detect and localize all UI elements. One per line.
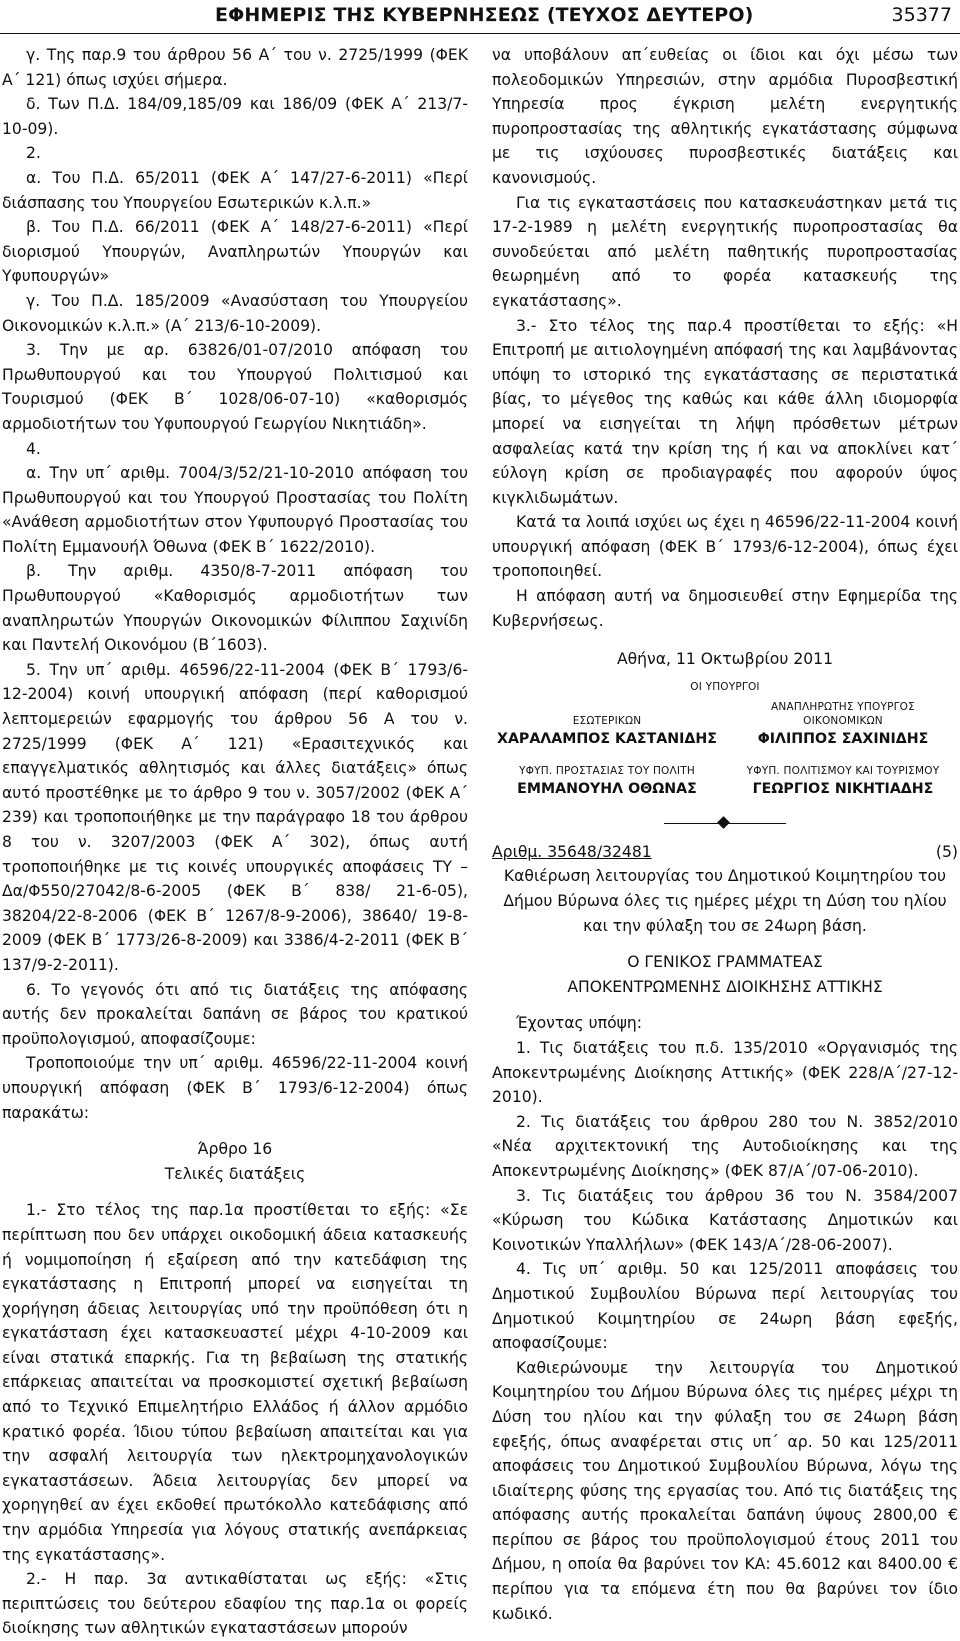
page-number: 35377 [891, 4, 952, 26]
left-column [2, 43, 468, 1641]
signatory [492, 700, 722, 750]
authority-title: ΑΠΟΚΕΝΤΡΩΜΕΝΗΣ ΔΙΟΙΚΗΣΗΣ ΑΤΤΙΚΗΣ [567, 977, 883, 996]
right-column [492, 43, 958, 1626]
paragraph: να υποβάλουν απ΄ευθείας οι ίδιοι και όχι μέσω των πολεοδομικών Υπηρεσιών, στην αρμόδια Πυροσβεστική Υπηρεσία προς έγκριση μελέτη ενεργητικής πυροπροστασίας της αθλητικής εγκατάστασης σύμφωνα με τις ισχύουσες πυροσβεστικές διατάξεις και κανονισμούς. [492, 46, 958, 187]
paragraph: 4. [26, 439, 41, 458]
signatory-role: ΟΙΚΟΝΟΜΙΚΩΝ [803, 714, 883, 727]
paragraph: 2.- Η παρ. 3α αντικαθίσταται ως εξής: «Στις περιπτώσεις του δεύτερου εδαφίου της παρ.1α οι φορείς διοίκησης των αθλητικών εγκαταστάσεων μπορούν [2, 1570, 468, 1638]
paragraph: 6. Το γεγονός ότι από τις διατάξεις της απόφασης αυτής δεν προκαλείται δαπάνη σε βάρος του κρατικού προϋπολογισμού, αποφασίζουμε: [2, 980, 468, 1048]
paragraph: Κατά τα λοιπά ισχύει ως έχει η 46596/22-11-2004 κοινή υπουργική απόφαση (ΦΕΚ Β΄ 1793/6-12-2004), όπως έχει τροποποιηθεί. [492, 513, 958, 581]
page-header [0, 0, 960, 40]
paragraph: 3. Την με αρ. 63826/01-07/2010 απόφαση του Πρωθυπουργού και του Υπουργού Πολιτισμού και Τουρισμού (ΦΕΚ Β΄ 1028/06-07-10) «καθορισμός αρμοδιοτήτων του Υφυπουργού Γεωργίου Νικητιάδη». [2, 341, 468, 433]
paragraph: 3.- Στο τέλος της παρ.4 προστίθεται το εξής: «Η Επιτροπή με αιτιολογημένη απόφασή της και λαμβάνοντας υπόψη το ιστορικό της εγκατάστασης σε περιστατικά βίας, το μέγεθος της καθώς και κάθε άλλη ιδιομορφία μπορεί να εισηγείται τη λήψη πρόσθετων μέτρων ασφαλείας κατά την κρίση της ή και να αποκλίνει κατ΄ εύλογη κρίση σε προδιαγραφές που αφορούν ύψος κιγκλιδωμάτων. [492, 316, 958, 507]
signature-block [492, 700, 958, 800]
article-title: Άρθρο 16 [197, 1140, 273, 1159]
article-subtitle: Τελικές διατάξεις [164, 1164, 306, 1183]
reference-number: Αριθμ. 35648/32481 [492, 842, 652, 861]
diamond-icon [717, 816, 730, 829]
paragraph: Καθιερώνουμε την λειτουργία του Δημοτικού Κοιμητηρίου του Δήμου Βύρωνα όλες τις ημέρες μέχρι τη Δύση του ηλίου και την φύλαξη του σε 24ωρη βάση εφεξής, όπως αναφέρεται στις υπ΄ αρ. 50 και 125/2011 αποφάσεις του Δημοτικού Συμβουλίου Βύρωνα, λόγω της ιδιαίτερης φύσης της εργασίας του. Από τις διατάξεις της απόφασης αυτής προκαλείται δαπάνη ύψους 2800,00 € περίπου σε βάρος του προϋπολογισμού έτους 2011 του Δήμου, η οποία θα βαρύνει τον ΚΑ: 45.6012 και 8400.00 € περίπου για τα επόμενα έτη που θα βαρύνει τον ίδιο κωδικό. [492, 1358, 958, 1623]
signatory [728, 700, 958, 750]
paragraph: β. Την αριθμ. 4350/8-7-2011 απόφαση του Πρωθυπουργού «Καθορισμός αρμοδιοτήτων των αναπληρωτών Υπουργών Οικονομικών Φίλιππου Σαχινίδη και Παντελή Οικονόμου (Β΄1603). [2, 562, 468, 655]
authority-title: Ο ΓΕΝΙΚΟΣ ΓΡΑΜΜΑΤΕΑΣ [627, 953, 823, 972]
decision-reference [492, 840, 958, 865]
reference-index: (5) [935, 842, 958, 861]
paragraph: α. Την υπ΄ αριθμ. 7004/3/52/21-10-2010 απόφαση του Πρωθυπουργού και του Υπουργού Προστασίας του Πολίτη «Ανάθεση αρμοδιοτήτων στον Υφυπουργό Προστασίας του Πολίτη Εμμανουήλ Όθωνα (ΦΕΚ Β΄ 1622/2010). [2, 464, 468, 556]
paragraph: Για τις εγκαταστάσεις που κατασκευάστηκαν μετά τις 17-2-1989 η μελέτη ενεργητικής πυροπροστασίας θα συνοδεύεται από μελέτη παθητικής πυροπροστασίας θεωρημένη από το φορέα κατασκευής της εγκατάστασης». [492, 193, 958, 310]
signatory-name: ΓΕΩΡΓΙΟΣ ΝΙΚΗΤΙΑΔΗΣ [752, 780, 934, 797]
signatory-role: ΥΦΥΠ. ΠΡΟΣΤΑΣΙΑΣ ΤΟΥ ΠΟΛΙΤΗ [519, 764, 695, 777]
signatory-name: ΦΙΛΙΠΠΟΣ ΣΑΧΙΝΙΔΗΣ [757, 730, 929, 747]
paragraph: 1. Τις διατάξεις του π.δ. 135/2010 «Οργανισμός της Αποκεντρωμένης Διοίκησης Αττικής» (ΦΕΚ 228/Α΄/27-12-2010). [492, 1039, 958, 1107]
signatory [492, 764, 722, 800]
ministers-label: ΟΙ ΥΠΟΥΡΓΟΙ [690, 680, 760, 693]
paragraph: Τροποποιούμε την υπ΄ αριθμ. 46596/22-11-2004 κοινή υπουργική απόφαση (ΦΕΚ Β΄ 1793/6-12-2004) όπως παρακάτω: [2, 1054, 468, 1122]
signatory-role: ΥΦΥΠ. ΠΟΛΙΤΙΣΜΟΥ ΚΑΙ ΤΟΥΡΙΣΜΟΥ [746, 764, 940, 777]
header-rule [0, 33, 960, 34]
paragraph: 4. Τις υπ΄ αριθμ. 50 και 125/2011 αποφάσεις του Δημοτικού Συμβουλίου Βύρωνα περί λειτουργίας του Δημοτικού Κοιμητηρίου σε 24ωρη βάση εφεξής, αποφασίζουμε: [492, 1260, 958, 1353]
gazette-title: ΕΦΗΜΕΡΙΣ ΤΗΣ ΚΥΒΕΡΝΗΣΕΩΣ (ΤΕΥΧΟΣ ΔΕΥΤΕΡΟ) [215, 4, 754, 26]
signatory-name: ΕΜΜΑΝΟΥΗΛ ΟΘΩΝΑΣ [517, 780, 697, 797]
paragraph: δ. Των Π.Δ. 184/09,185/09 και 186/09 (ΦΕΚ Α΄ 213/7-10-09). [2, 95, 468, 138]
signatory-name: ΧΑΡΑΛΑΜΠΟΣ ΚΑΣΤΑΝΙΔΗΣ [497, 730, 717, 747]
paragraph: 3. Τις διατάξεις του άρθρου 36 του Ν. 3584/2007 «Κύρωση του Κώδικα Κατάστασης Δημοτικών και Κοινοτικών Υπαλλήλων» (ΦΕΚ 143/Α΄/28-06-2007). [492, 1186, 958, 1254]
paragraph: 1.- Στο τέλος της παρ.1α προστίθεται το εξής: «Σε περίπτωση που δεν υπάρχει οικοδομική άδεια κατασκευής ή νομιμοποίηση ή εξαίρεση από την κατεδάφιση της εγκατάστασης η Επιτροπή μπορεί να εισηγείται τη χορήγηση άδειας λειτουργίας υπό την προϋπόθεση ότι η εγκατάσταση έχει κατασκευαστεί μέχρι 4-10-2009 και είναι στατικά επαρκής. Για τη βεβαίωση της στατικής επάρκειας απαιτείται να προσκομιστεί σχετική βεβαίωση από το Τεχνικό Επιμελητήριο Ελλάδος ή άλλον αρμόδιο κρατικό φορέα. Ίδιου τύπου βεβαίωση απαιτείται και για την ασφαλή λειτουργία των ηλεκτρομηχανολογικών εγκαταστάσεων. Άδεια λειτουργίας δεν μπορεί να χορηγηθεί αν έχει εκδοθεί πρωτόκολλο κατεδάφισης από την αρμόδια Υπηρεσία για λόγους στατικής ανεπάρκειας της εγκατάστασης». [2, 1201, 468, 1564]
signatory-role: ΕΣΩΤΕΡΙΚΩΝ [572, 714, 642, 727]
paragraph: 5. Την υπ΄ αριθμ. 46596/22-11-2004 (ΦΕΚ Β΄ 1793/6-12-2004) κοινή υπουργική απόφαση (περί καθορισμού λεπτομερειών εφαρμογής του άρθρου 56 Α του ν. 2725/1999 (ΦΕΚ Α΄ 121) «Ερασιτεχνικός και επαγγελματικός αθλητισμός και άλλες διατάξεις» όπως αυτό προστέθηκε με το άρθρο 9 του ν. 3057/2002 (ΦΕΚ Α΄ 239) και τροποποιήθηκε με την παράγραφο 18 του άρθρου 8 του ν. 3207/2003 (ΦΕΚ Α΄ 302), όπως αυτή τροποποιήθηκε με τις κοινές υπουργικές αποφάσεις ΤΥ – Δα/Φ550/27042/8-6-2005 (ΦΕΚ Β΄ 838/ 21-6-05), 38204/22-8-2006 (ΦΕΚ Β΄ 1267/8-9-2006), 38640/ 19-8-2009 (ΦΕΚ Β΄ 1773/26-8-2009) και 3386/4-2-2011 (ΦΕΚ Β΄ 137/9-2-2011). [2, 660, 468, 974]
signatory-role: ΑΝΑΠΛΗΡΩΤΗΣ ΥΠΟΥΡΓΟΣ [771, 700, 915, 713]
paragraph: 2. [26, 144, 41, 163]
paragraph: γ. Του Π.Δ. 185/2009 «Ανασύσταση του Υπουργείου Οικονομικών κ.λ.π.» (Α΄ 213/6-10-2009). [2, 291, 468, 335]
paragraph: β. Του Π.Δ. 66/2011 (ΦΕΚ Α΄ 148/27-6-2011) «Περί διορισμού Υπουργών, Αναπληρωτών Υπουργών και Υφυπουργών» [2, 218, 468, 286]
decision-title: Καθιέρωση λειτουργίας του Δημοτικού Κοιμητηρίου του Δήμου Βύρωνα όλες τις ημέρες μέχρι τη Δύση του ηλίου και την φύλαξη του σε 24ωρη βάση. [503, 867, 947, 935]
signatory [728, 764, 958, 800]
paragraph: 2. Τις διατάξεις του άρθρου 280 του Ν. 3852/2010 «Νέα αρχιτεκτονική της Αυτοδιοίκησης και της Αποκεντρωμένης Διοίκησης» (ΦΕΚ 87/Α΄/07-06-2010). [492, 1112, 958, 1180]
paragraph: γ. Της παρ.9 του άρθρου 56 Α΄ του ν. 2725/1999 (ΦΕΚ Α΄ 121) όπως ισχύει σήμερα. [2, 46, 468, 89]
paragraph: Η απόφαση αυτή να δημοσιευθεί στην Εφημερίδα της Κυβερνήσεως. [492, 587, 958, 630]
paragraph: Έχοντας υπόψη: [516, 1014, 643, 1033]
paragraph: α. Του Π.Δ. 65/2011 (ΦΕΚ Α΄ 147/27-6-2011) «Περί διάσπασης του Υπουργείου Εσωτερικών κ.λ.π.» [2, 168, 468, 212]
signature-date: Αθήνα, 11 Οκτωβρίου 2011 [616, 650, 834, 669]
section-divider [492, 814, 958, 834]
